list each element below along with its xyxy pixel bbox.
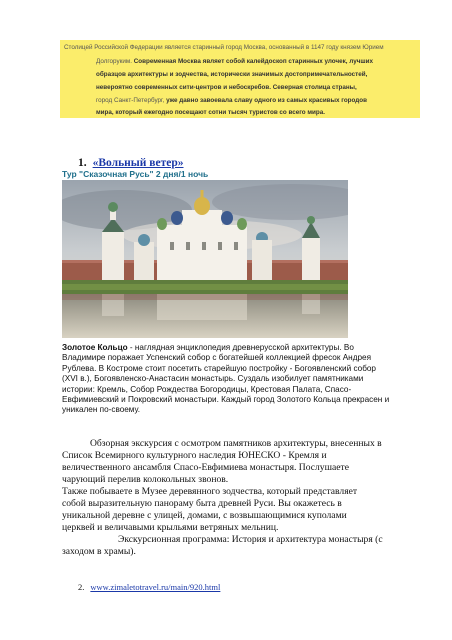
excursion-line: церквей и величавыми крыльями ветряных мельниц. xyxy=(62,522,279,533)
excursion-line: собой выразительную панораму быта древней Руси. Вы окажетесь в xyxy=(62,498,342,509)
golden-ring-paragraph xyxy=(62,343,420,416)
excursion-line: Список Всемирного культурного наследия ЮНЕСКО - Кремля и xyxy=(62,450,327,461)
intro-line-2: Долгоруким. Современная Москва являет собой калейдоскоп старинных улочек, лучших xyxy=(96,58,373,65)
golden-ring-line: Рублева. В Костроме стоит посетить старейшую постройку - Богоявленский собор xyxy=(62,363,376,373)
tour-title: Тур "Сказочная Русь" 2 дня/1 ночь xyxy=(62,169,209,179)
intro-line-1: Столицей Российской Федерации является старинный город Москва, основанный в 1147 году князем Юрием xyxy=(64,44,384,51)
golden-ring-line: Золотое Кольцо - наглядная энциклопедия древнерусской архитектуры. Во xyxy=(62,343,354,352)
excursion-line: чарующий перелив колокольных звонов. xyxy=(62,474,229,485)
excursion-line: Экскурсионная программа: История и архитектура монастыря (с xyxy=(118,534,383,545)
intro-line-5: город Санкт-Петербург, уже давно завоевала славу одного из самых красивых городов xyxy=(96,97,368,104)
excursion-paragraph xyxy=(62,438,420,558)
monastery-photo xyxy=(62,180,348,338)
golden-ring-line: Евфимиевский и Покровский монастыри. Каждый город Золотого Кольца прекрасен и xyxy=(62,395,390,405)
list-number: 2. xyxy=(78,582,85,592)
intro-line-4: невероятно современных сити-центров и небоскребов. Северная столица страны, xyxy=(96,84,357,91)
excursion-line: заходом в храмы). xyxy=(62,546,136,557)
golden-ring-line: уникален по-своему. xyxy=(62,405,141,415)
intro-line-6: мира, который ежегодно посещают сотни тысяч туристов со всего мира. xyxy=(96,109,326,116)
list-item-heading xyxy=(78,157,184,169)
golden-ring-line: Владимире поражает Успенский собор с богатейшей коллекцией фресок Андрея xyxy=(62,353,372,363)
excursion-line: Также побываете в Музее деревянного зодчества, который представляет xyxy=(62,486,358,497)
golden-ring-line: истории: Кремль, Собор Рождества Богородицы, Крестовая Палата, Спасо- xyxy=(62,384,352,394)
excursion-line: уникальной деревне с улицей, домами, с возвышающимися куполами xyxy=(62,510,347,521)
volny-veter-link[interactable]: «Вольный ветер» xyxy=(92,157,184,169)
list-number: 1. xyxy=(78,157,87,169)
excursion-line: Обзорная экскурсия с осмотром памятников архитектуры, внесенных в xyxy=(90,438,382,449)
golden-ring-line: (XVI в.), Богоявленско-Анастасин монастырь. Суздаль изобилует памятниками xyxy=(62,374,364,384)
intro-line-3: образцов архитектуры и зодчества, исторически значимых достопримечательностей, xyxy=(96,71,368,78)
golden-ring-term: Золотое Кольцо xyxy=(62,343,128,352)
list-item-link xyxy=(78,582,220,592)
zimaletotravel-link[interactable]: www.zimaletotravel.ru/main/920.html xyxy=(90,582,221,592)
excursion-line: величественного ансамбля Спасо-Евфимиева монастыря. Послушаете xyxy=(62,462,349,473)
monastery-illustration xyxy=(62,180,348,338)
